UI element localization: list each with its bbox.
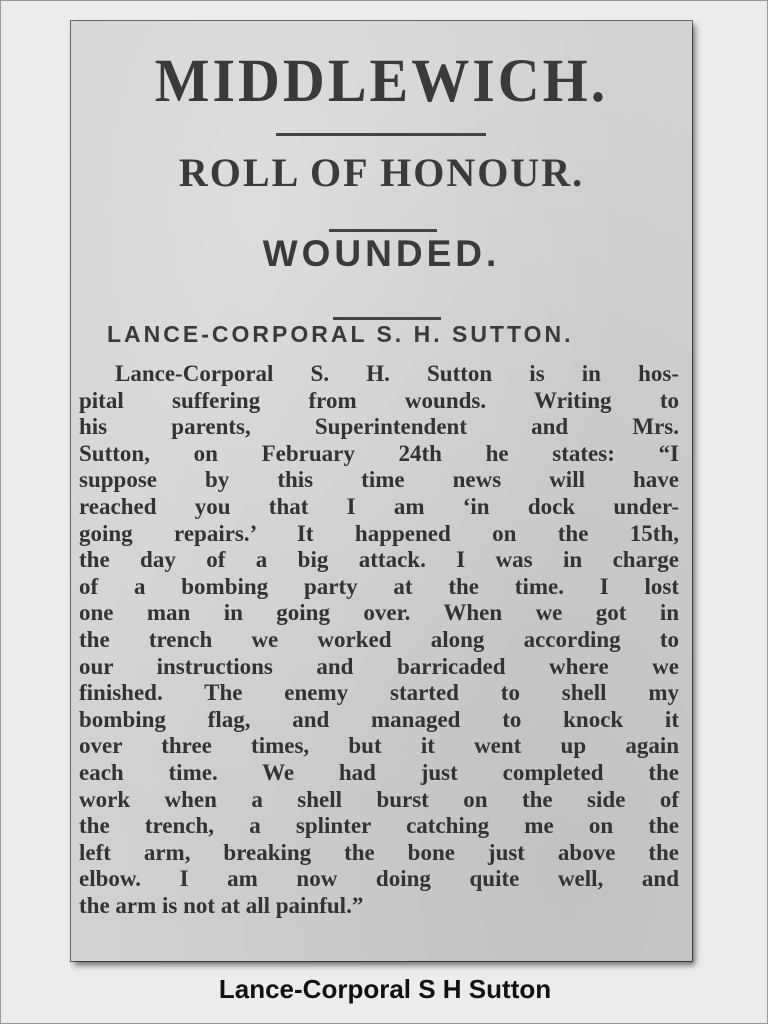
- divider-rule: [276, 133, 486, 136]
- divider-rule: [329, 229, 437, 232]
- article-line: the arm is not at all painful.”: [79, 892, 364, 918]
- article-line: one man in going over. When we got in: [79, 600, 679, 626]
- article-line: Lance-Corporal S. H. Sutton is in hos-: [115, 361, 679, 386]
- article-line: pital suffering from wounds. Writing to: [79, 387, 679, 413]
- article-line: work when a shell burst on the side of: [79, 786, 679, 812]
- photo-caption: Lance-Corporal S H Sutton: [218, 974, 552, 1004]
- article-line: over three times, but it went up again: [79, 733, 679, 759]
- article-line: each time. We had just completed the: [79, 759, 679, 785]
- article-line: suppose by this time news will have: [79, 467, 679, 493]
- newspaper-clipping: [71, 21, 692, 961]
- article-line: our instructions and barricaded where we: [79, 653, 679, 679]
- divider-rule: [333, 317, 441, 320]
- article-line: bombing flag, and managed to knock it: [79, 706, 679, 732]
- article-title: LANCE-CORPORAL S. H. SUTTON.: [107, 321, 574, 347]
- article-line: elbow. I am now doing quite well, and: [79, 866, 679, 892]
- section-heading: ROLL OF HONOUR.: [178, 150, 585, 195]
- article-line: the day of a big attack. I was in charge: [79, 547, 679, 573]
- article-line: finished. The enemy started to shell my: [79, 680, 679, 706]
- article-line: the trench we worked along according to: [79, 626, 679, 652]
- article-line: of a bombing party at the time. I lost: [79, 573, 679, 599]
- article-line: his parents, Superintendent and Mrs.: [79, 414, 679, 440]
- section-subheading: WOUNDED.: [262, 233, 501, 274]
- article-body: [79, 361, 679, 919]
- masthead-title: MIDDLEWICH.: [154, 46, 609, 115]
- article-line: left arm, breaking the bone just above the: [79, 839, 679, 865]
- article-line: the trench, a splinter catching me on the: [79, 813, 679, 839]
- article-line: going repairs.’ It happened on the 15th,: [79, 520, 679, 546]
- article-line: reached you that I am ‘in dock under-: [79, 493, 679, 519]
- article-line: Sutton, on February 24th he states: “I: [79, 440, 679, 466]
